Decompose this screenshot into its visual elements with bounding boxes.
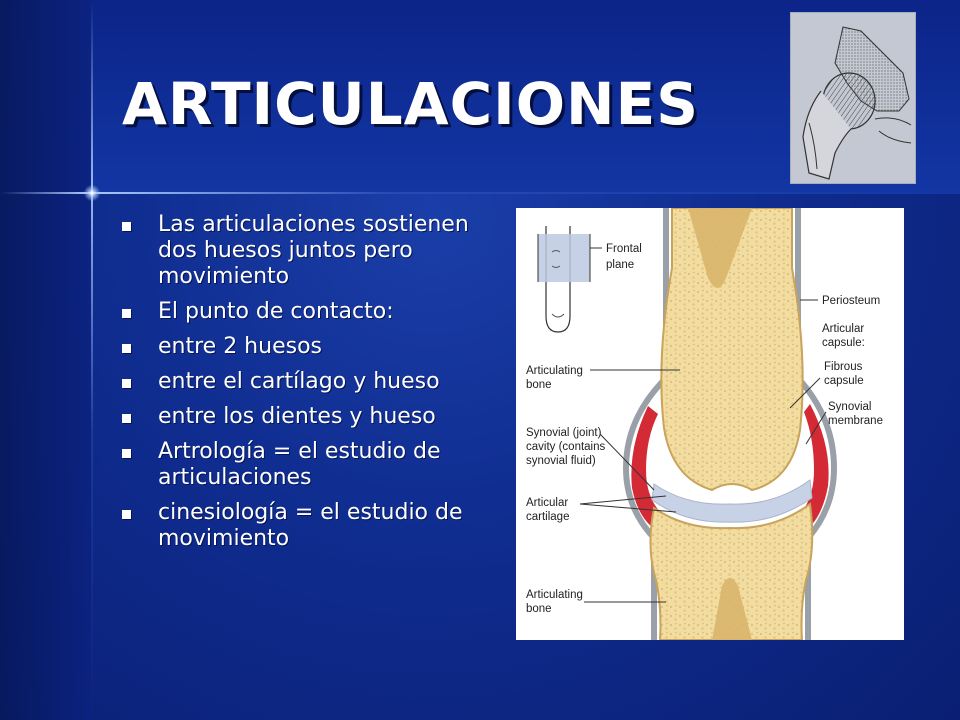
label-frontal-plane: plane: [606, 259, 635, 271]
bullet-square-icon: [122, 510, 131, 519]
bullet-list: [120, 212, 500, 561]
light-flare-horizontal: [0, 192, 960, 194]
label-fibrous-capsule: capsule: [824, 375, 864, 387]
bullet-text: Las articulaciones sostienen dos huesos juntos pero movimiento: [158, 212, 469, 289]
bullet-text: entre los dientes y hueso: [158, 404, 436, 429]
bullet-item: [120, 439, 500, 491]
bullet-square-icon: [122, 414, 131, 423]
label-articular-cartilage: Articular: [526, 497, 569, 509]
bullet-text: cinesiología = el estudio de movimiento: [158, 500, 463, 551]
bullet-item: [120, 369, 500, 395]
bullet-square-icon: [122, 309, 131, 318]
bullet-item: [120, 334, 500, 360]
label-periosteum: Periosteum: [822, 295, 881, 307]
bullet-square-icon: [122, 222, 131, 231]
bullet-square-icon: [122, 344, 131, 353]
light-flare-vertical: [91, 0, 93, 720]
label-articulating-bone-bottom: Articulating: [526, 589, 583, 601]
label-articular-capsule: Articular: [822, 323, 865, 335]
bullet-item: [120, 404, 500, 430]
label-fibrous: Fibrous: [824, 361, 863, 373]
bullet-text: entre el cartílago y hueso: [158, 369, 440, 394]
label-synovial-cavity: Synovial (joint): [526, 427, 602, 439]
bullet-text: El punto de contacto:: [158, 299, 394, 324]
label-articular-cartilage-2: cartilage: [526, 511, 570, 523]
label-articulating-bone-bottom-2: bone: [526, 603, 552, 615]
label-synovial-membrane: membrane: [828, 415, 883, 427]
label-synovial-cavity-3: synovial fluid): [526, 455, 596, 467]
bullet-item: [120, 212, 500, 290]
bullet-square-icon: [122, 379, 131, 388]
light-flare-star: [84, 185, 100, 201]
bullet-text: Artrología = el estudio de articulaciones: [158, 439, 441, 490]
bullet-item: [120, 500, 500, 552]
hip-joint-thumbnail: [790, 12, 916, 184]
label-articulating-bone-top-2: bone: [526, 379, 552, 391]
synovial-joint-figure: [516, 208, 904, 640]
label-articulating-bone-top: Articulating: [526, 365, 583, 377]
label-frontal: Frontal: [606, 243, 642, 255]
slide-title: ARTICULACIONES: [122, 70, 699, 138]
bullet-item: [120, 299, 500, 325]
bullet-text: entre 2 huesos: [158, 334, 322, 359]
label-synovial: Synovial: [828, 401, 872, 413]
label-articular-capsule-2: capsule:: [822, 337, 865, 349]
finger-frontal-plane-icon: [538, 226, 602, 332]
bullet-square-icon: [122, 449, 131, 458]
left-band: [0, 0, 92, 720]
label-synovial-cavity-2: cavity (contains: [526, 441, 606, 453]
